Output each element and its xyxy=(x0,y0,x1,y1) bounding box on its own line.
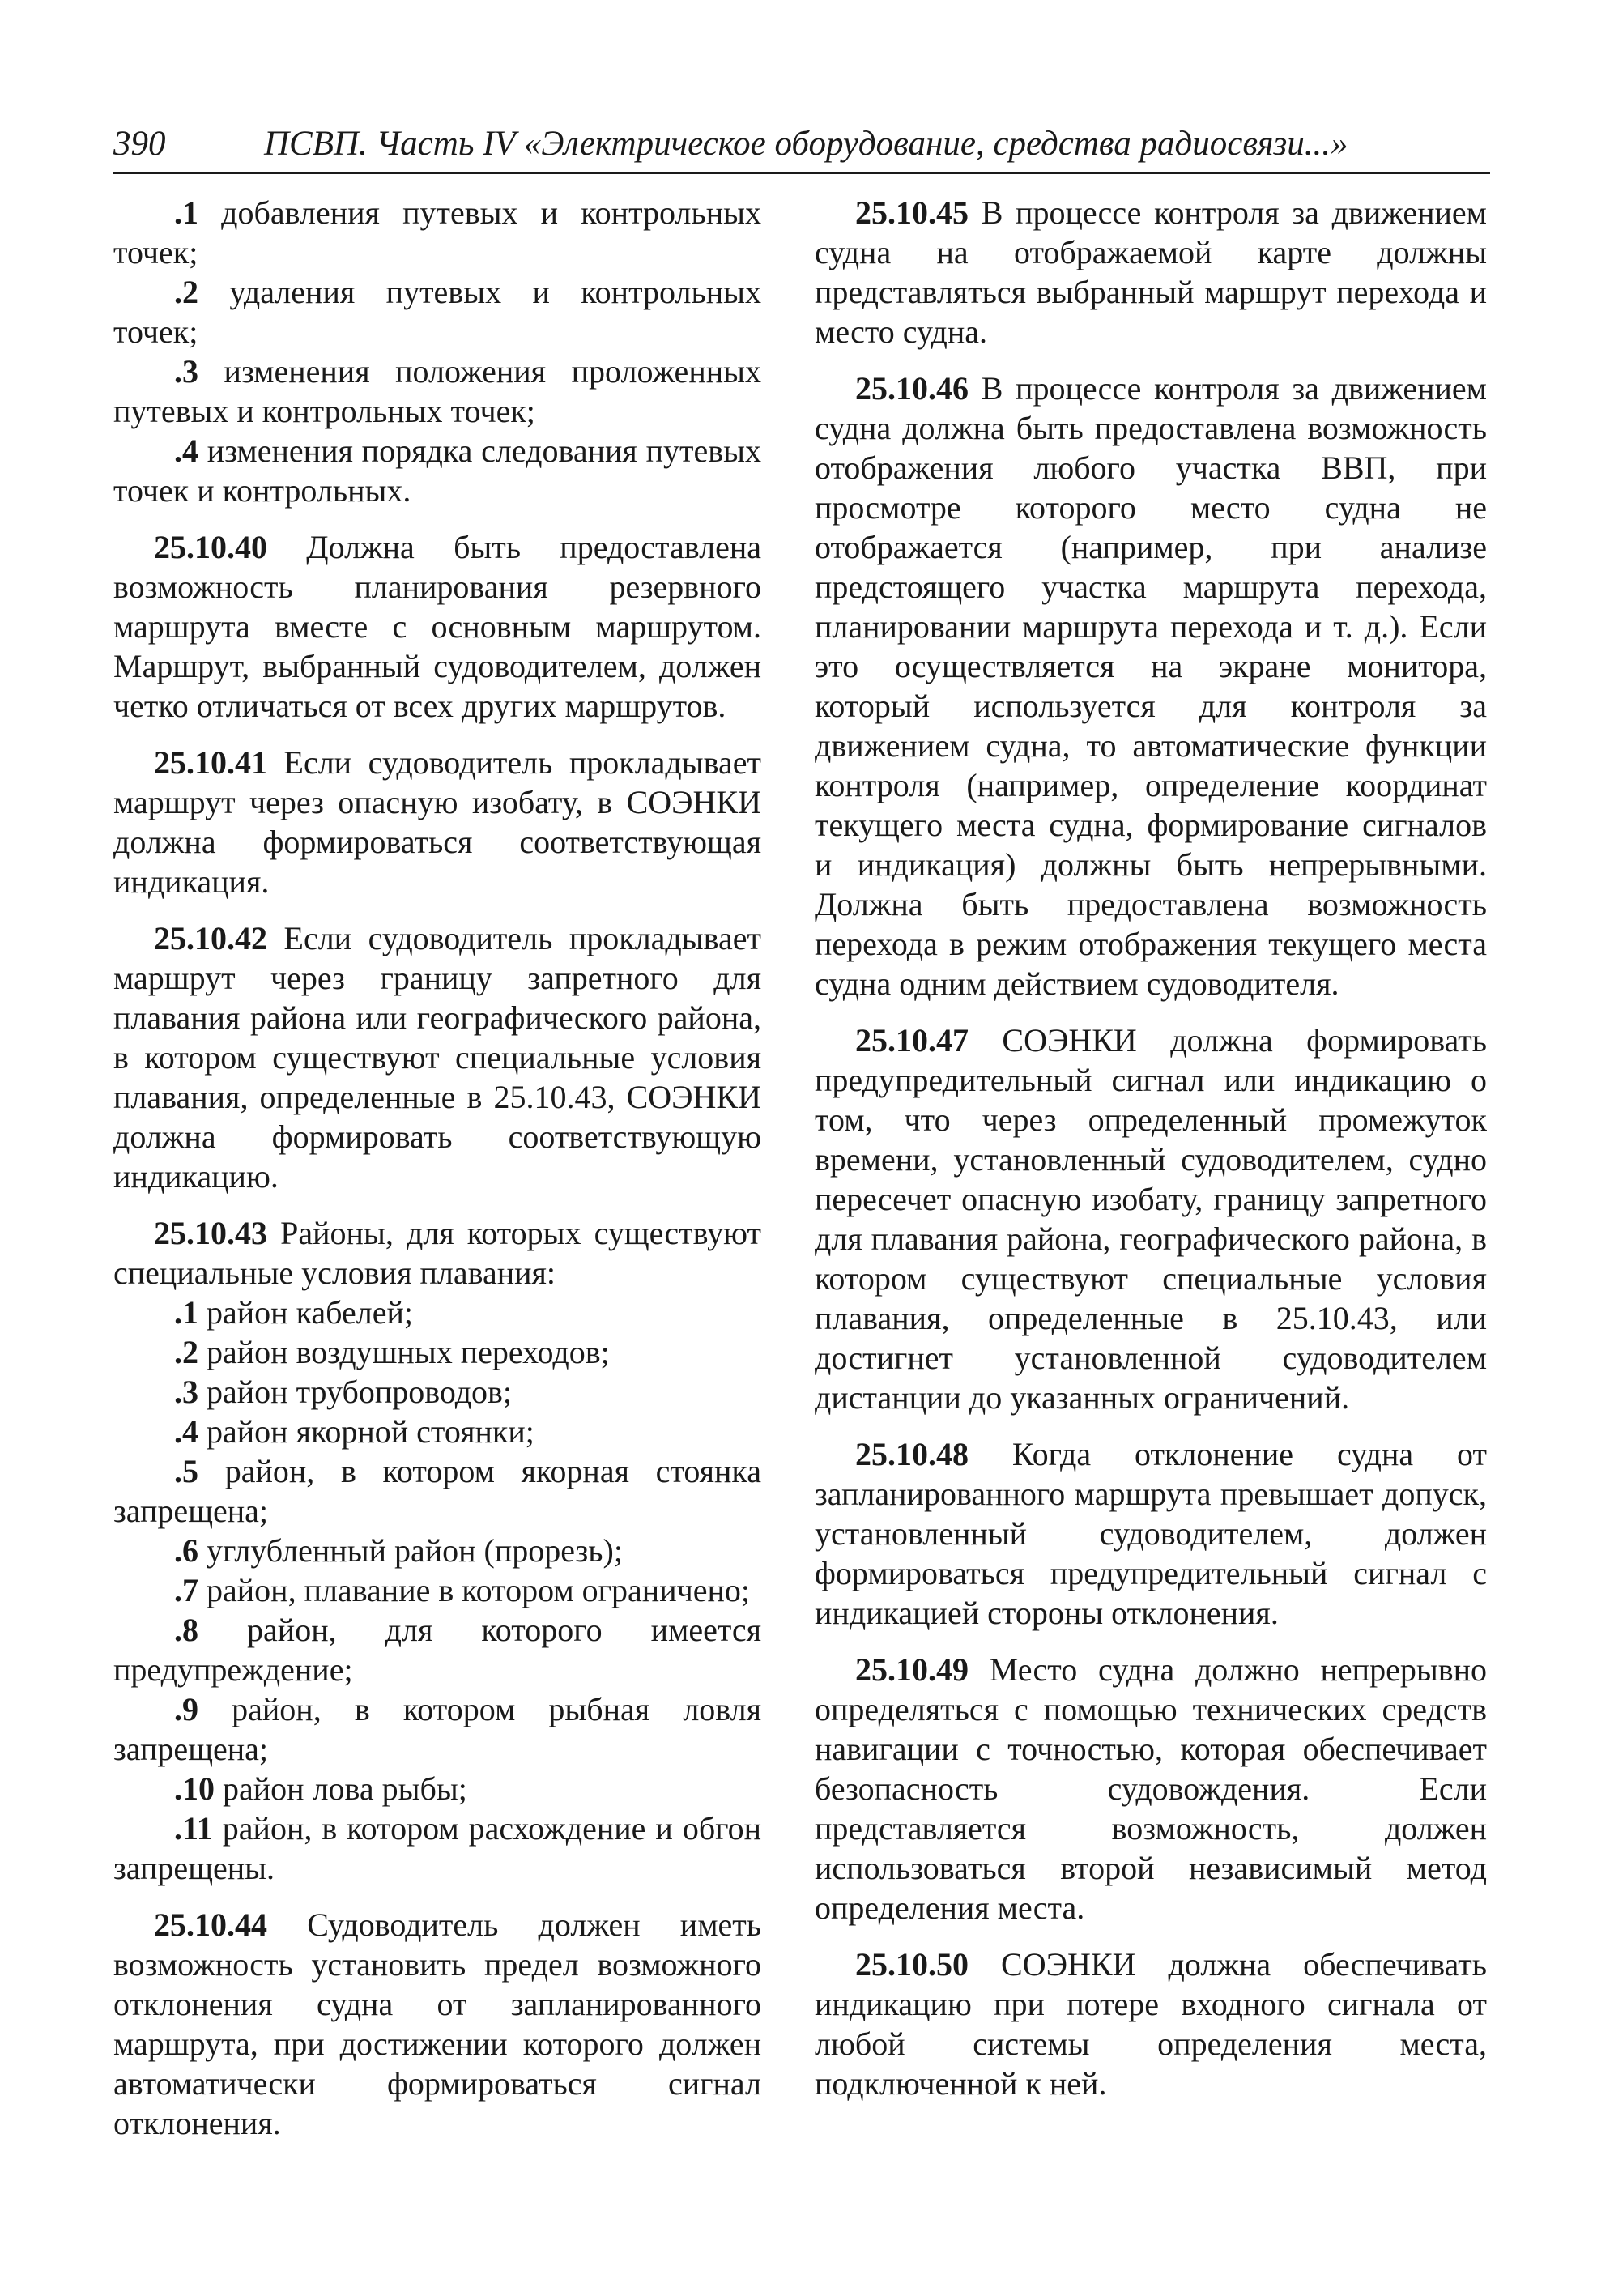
page-number: 390 xyxy=(113,125,166,163)
clause-25-10-47: 25.10.47 СОЭНКИ должна формировать предупредительный сигнал или индикацию о том, что через определенный промежуток времени, установленный судоводителем, судно пересечет опасную изобату, границу запретного для плавания района, географического района, в котором существуют специальные условия плавания, определенные в 25.10.43, или достигнет установленной судоводителем дистанции до указанных ограничений. xyxy=(815,1022,1487,1416)
right-column xyxy=(815,193,1487,2103)
list-item: .11 район, в котором расхождение и обгон запрещены. xyxy=(113,1810,761,1886)
clause-25-10-41: 25.10.41 Если судоводитель прокладывает маршрут через опасную изобату, в СОЭНКИ должна формироваться соответствующая индикация. xyxy=(113,744,761,900)
running-title: ПСВП. Часть IV «Электрическое оборудование, средства радиосвязи...» xyxy=(264,125,1348,163)
list-item: .4 район якорной стоянки; xyxy=(174,1413,534,1450)
list-item: .2 район воздушных переходов; xyxy=(174,1334,610,1370)
list-item: .8 район, для которого имеется предупреждение; xyxy=(113,1612,761,1688)
list-item: .3 изменения положения проложенных путевых и контрольных точек; xyxy=(113,353,761,429)
clause-25-10-46: 25.10.46 В процессе контроля за движением судна должна быть предоставлена возможность отображения любого участка ВВП, при просмотре которого место судна не отображается (например, при анализе предстоящего участка маршрута перехода, планировании маршрута перехода и т. д.). Если это осуществляется на экране монитора, который используется для контроля за движением судна, то автоматические функции контроля (например, определение координат текущего места судна, формирование сигналов и индикация) должны быть непрерывными. Должна быть предоставлена возможность перехода в режим отображения текущего места судна одним действием судоводителя. xyxy=(815,370,1487,1002)
list-item: .9 район, в котором рыбная ловля запрещена; xyxy=(113,1691,761,1767)
clause-25-10-42: 25.10.42 Если судоводитель прокладывает маршрут через границу запретного для плавания района или географического района, в котором существуют специальные условия плавания, определенные в 25.10.43, СОЭНКИ должна формировать соответствующую индикацию. xyxy=(113,920,761,1195)
list-item: .7 район, плавание в котором ограничено; xyxy=(174,1572,750,1608)
clause-25-10-48: 25.10.48 Когда отклонение судна от запланированного маршрута превышает допуск, установленный судоводителем, должен формироваться предупредительный сигнал с индикацией стороны отклонения. xyxy=(815,1436,1487,1631)
left-column xyxy=(113,193,761,2143)
header-rule xyxy=(113,172,1490,174)
list-item: .1 район кабелей; xyxy=(174,1294,413,1331)
list-item: .5 район, в котором якорная стоянка запрещена; xyxy=(113,1453,761,1529)
clause-25-10-40: 25.10.40 Должна быть предоставлена возможность планирования резервного маршрута вместе с основным маршрутом. Маршрут, выбранный судоводителем, должен четко отличаться от всех других маршрутов. xyxy=(113,529,761,724)
list-item: .2 удаления путевых и контрольных точек; xyxy=(113,274,761,350)
clause-25-10-49: 25.10.49 Место судна должно непрерывно определяться с помощью технических средств навигации с точностью, которая обеспечивает безопасность судовождения. Если представляется возможность, должен использоваться второй независимый метод определения места. xyxy=(815,1651,1487,1926)
clause-25-10-44: 25.10.44 Судоводитель должен иметь возможность установить предел возможного отклонения судна от запланированного маршрута, при достижении которого должен автоматически формироваться сигнал отклонения. xyxy=(113,1906,761,2141)
list-item: .4 изменения порядка следования путевых точек и контрольных. xyxy=(113,432,761,509)
list-item: .3 район трубопроводов; xyxy=(174,1374,513,1410)
list-item: .10 район лова рыбы; xyxy=(174,1770,467,1807)
clause-25-10-50: 25.10.50 СОЭНКИ должна обеспечивать индикацию при потере входного сигнала от любой системы определения места, подключенной к ней. xyxy=(815,1946,1487,2102)
list-item: .6 углубленный район (прорезь); xyxy=(174,1532,623,1569)
list-item: .1 добавления путевых и контрольных точек; xyxy=(113,194,761,270)
clause-25-10-45: 25.10.45 В процессе контроля за движением судна на отображаемой карте должны представляться выбранный маршрут перехода и место судна. xyxy=(815,194,1487,350)
running-header xyxy=(113,120,1490,168)
clause-25-10-43: 25.10.43 Районы, для которых существуют специальные условия плавания: xyxy=(113,1215,761,1291)
